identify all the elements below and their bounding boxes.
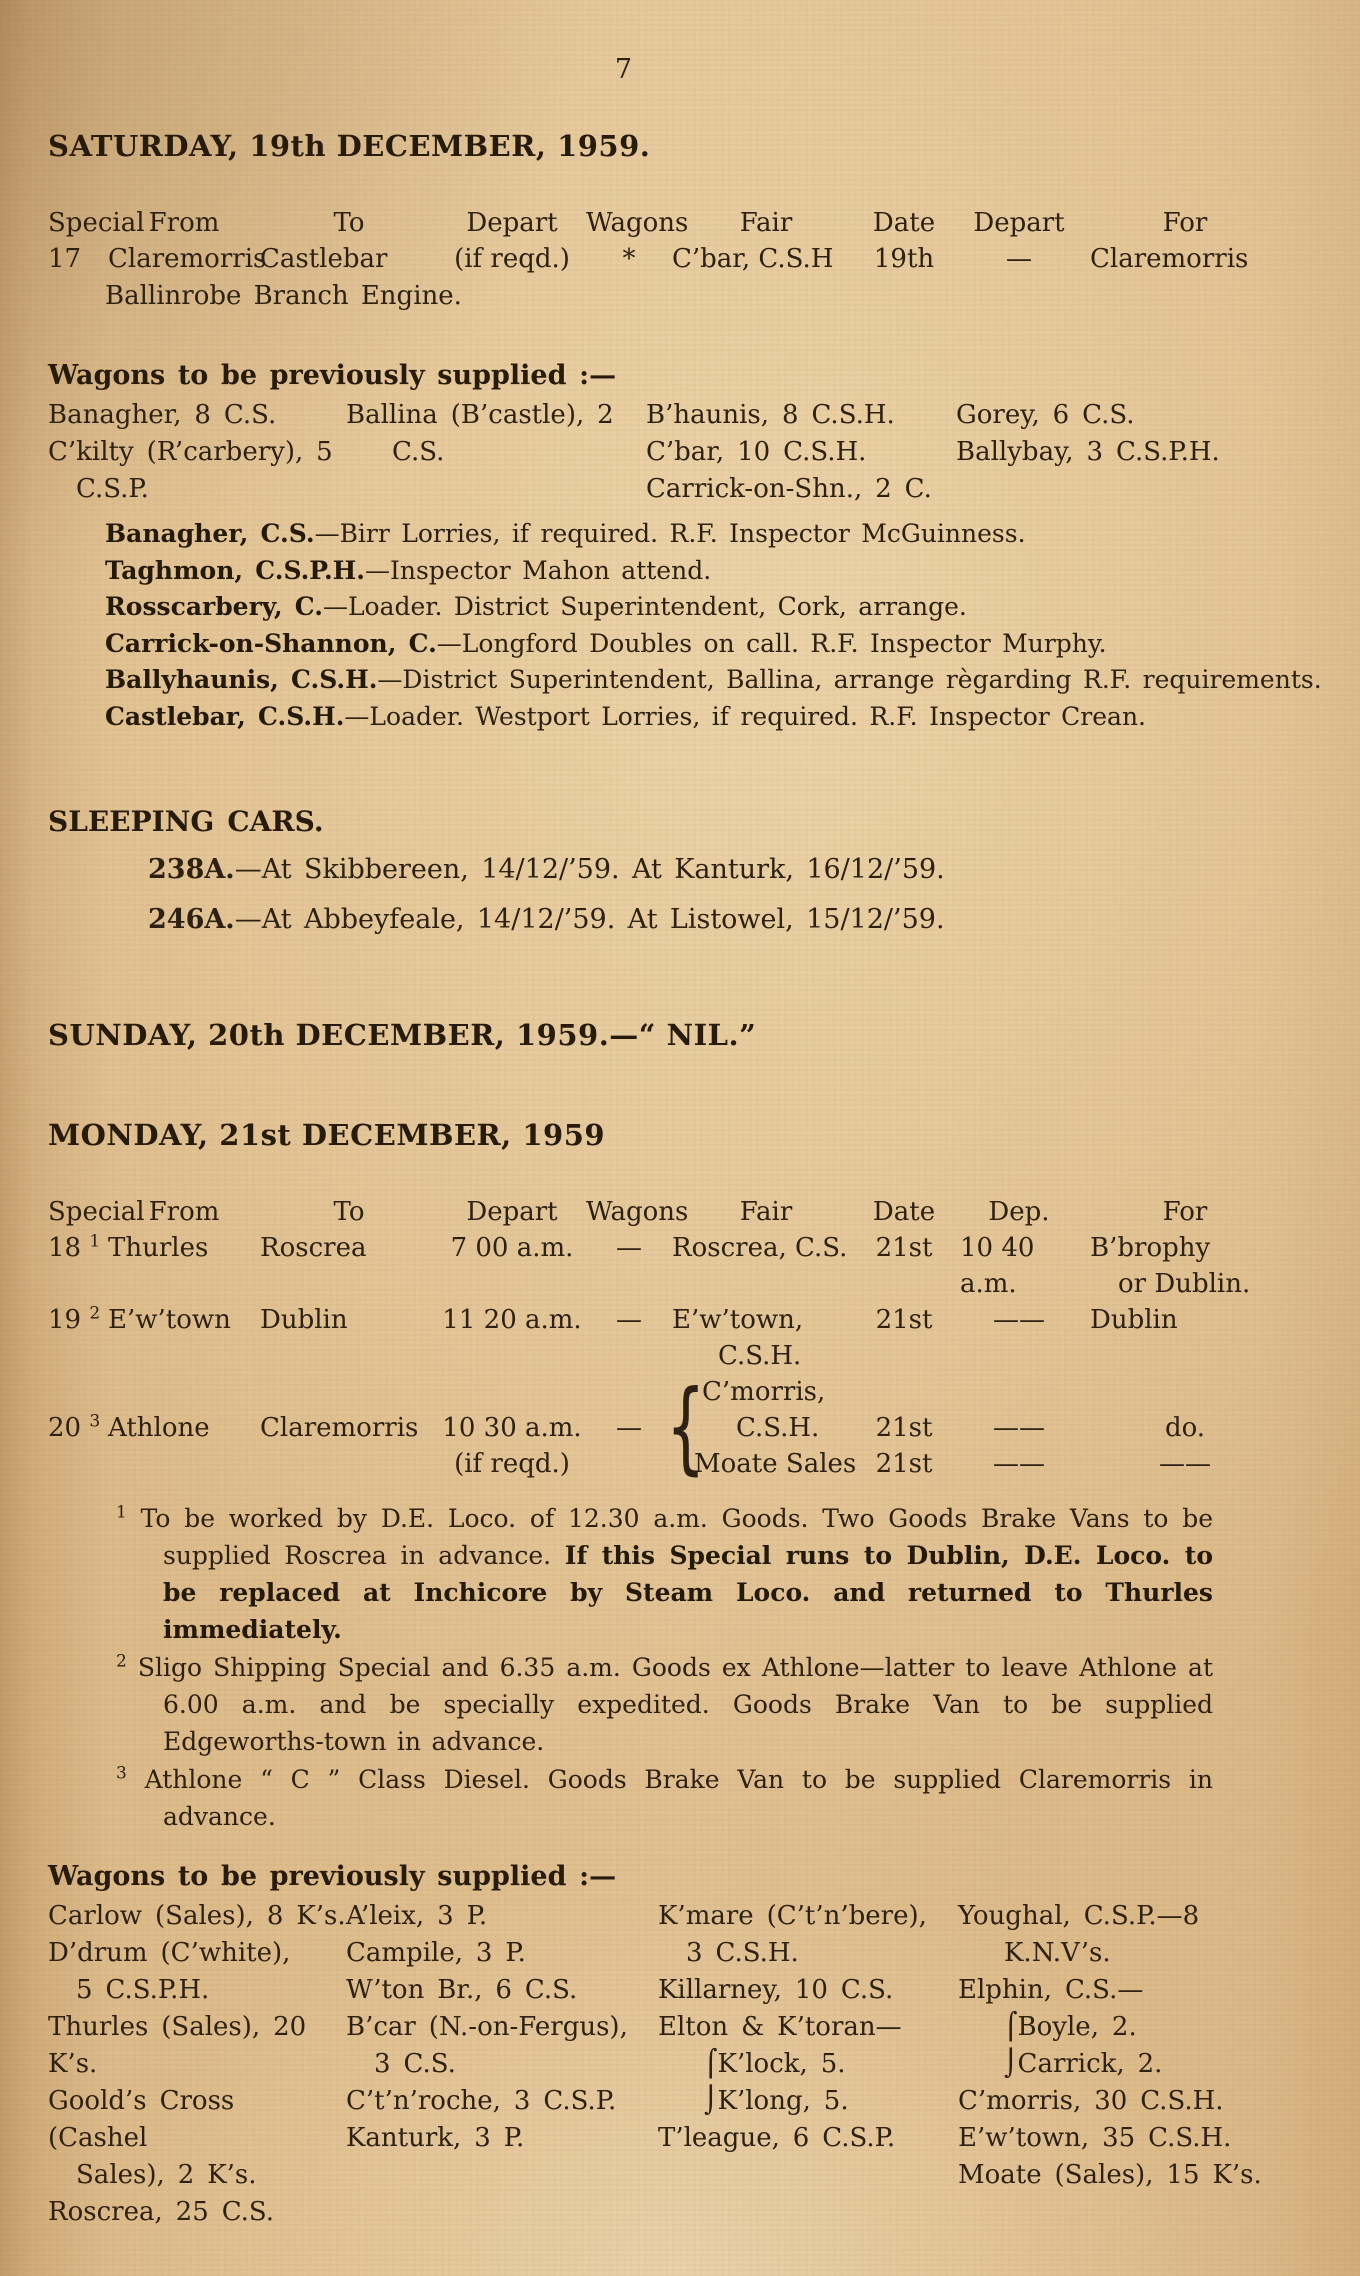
footnote-marker: 3 [89,1411,101,1432]
col-header-date: Date [872,208,936,238]
cell-to: Roscrea [260,1233,367,1263]
footnote-1 [48,1500,1213,1648]
wagon-entry: Kanturk, 3 P. [346,2123,525,2153]
monday-wagons-list [48,1898,1270,2231]
wagons-column-3 [646,397,956,508]
wagon-entry: C’kilty (R’carbery), 5 [48,437,333,467]
cell-wagons: — [616,1305,642,1335]
sleeping-cars-heading: SLEEPING CARS. [48,805,324,838]
wagons-column-4 [958,1898,1270,2231]
col-header-depart: Depart [466,208,558,238]
wagon-entry-cont: 5 C.S.P.H. [76,1975,210,2005]
wagon-entry-cont: ⌠Boyle, 2. [1004,2012,1137,2042]
train-row-18 [48,1230,1270,1302]
fair-line: C.S.H. [736,1413,820,1443]
train-number: 18 [48,1233,82,1263]
wagon-entry: Banagher, 8 C.S. [48,400,277,430]
cell-fair [672,1302,860,1374]
footnote-3 [48,1761,1213,1835]
note-text: —Birr Lorries, if required. R.F. Inspector McGuinness. [314,519,1026,548]
cell-special: 17 [48,244,82,274]
col-header-to: To [333,1197,365,1227]
wagon-entry: C’t’n’roche, 3 C.S.P. [346,2086,617,2116]
footnote-number: 1 [116,1502,127,1523]
wagon-entry: W’ton Br., 6 C.S. [346,1975,578,2005]
station-note [48,553,1270,590]
depart-line: 10 30 a.m. [442,1413,582,1443]
col-header-dep: Dep. [988,1197,1050,1227]
wagon-entry: Roscrea, 25 C.S. [48,2197,275,2227]
saturday-heading: SATURDAY, 19th DECEMBER, 1959. [48,129,651,163]
cell-fair [666,1368,860,1485]
cell-wagons: — [616,1233,642,1263]
station-note [48,662,1322,699]
wagon-entry: C’morris, 30 C.S.H. [958,2086,1224,2116]
dep-line: —— [993,1413,1045,1443]
cell-special [48,1302,108,1338]
wagon-entry: T’league, 6 C.S.P. [658,2123,896,2153]
train-number: 19 [48,1305,82,1335]
note-text: —Inspector Mahon attend. [365,555,712,585]
wagons-column-4 [956,397,1270,508]
wagon-entry: D’drum (C’white), [48,1938,291,1968]
footnote-number: 3 [116,1763,127,1784]
footnote-text: To be worked by D.E. Loco. of 12.30 a.m. Goods. Two Goods Brake Vans to be supplied Roscrea in advance. [140,1504,1213,1570]
wagon-entry: E’w’town, 35 C.S.H. [958,2123,1232,2153]
cell-dep: 10 40 a.m. [960,1233,1035,1299]
monday-wagons-heading: Wagons to be previously supplied :— [48,1861,617,1892]
cell-dep: — [1006,244,1032,274]
col-header-wagons: Wagons [586,1197,689,1227]
cell-from: E’w’town [108,1305,231,1335]
cell-special [48,1230,108,1266]
station-notes [48,516,1322,735]
cell-depart: 11 20 a.m. [442,1305,582,1335]
wagons-line: — [616,1413,642,1443]
branch-engine-note: Ballinrobe Branch Engine. [105,281,462,311]
cell-special [48,1374,108,1482]
col-header-from: From [148,1197,220,1227]
sunday-heading: SUNDAY, 20th DECEMBER, 1959.—“ NIL.” [48,1018,757,1052]
for-line: —— [1159,1449,1211,1479]
cell-depart [438,1374,586,1482]
station-note [48,699,1270,736]
col-header-depart: Depart [466,1197,558,1227]
footnote-text: Athlone “ C ” Class Diesel. Goods Brake Van to be supplied Claremorris in advance. [144,1765,1213,1831]
wagon-entry: Moate (Sales), 15 K’s. [958,2160,1262,2190]
station-note [48,516,1270,553]
monday-train-table [48,1194,1270,1485]
col-header-from: From [148,208,220,238]
page-number: 7 [614,54,634,85]
wagon-entry: Campile, 3 P. [346,1938,526,1968]
date-line: 21st [875,1413,933,1443]
fair-line: C’morris, [702,1377,826,1407]
cell-depart: 7 00 a.m. [450,1233,574,1263]
wagons-column-2 [346,397,646,508]
wagon-entry: Thurles (Sales), 20 K’s. [48,2012,307,2079]
wagon-entry: Carrick-on-Shn., 2 C. [646,474,932,504]
wagon-entry: C’bar, 10 C.S.H. [646,437,867,467]
col-header-to: To [333,208,365,238]
cell-fair: C’bar, C.S.H [672,244,834,274]
car-location: —At Abbeyfeale, 14/12/’59. At Listowel, 15/12/’59. [234,904,945,935]
wagon-entry: Ballina (B’castle), 2 [346,400,614,430]
col-header-fair: Fair [739,1197,793,1227]
footnote-bold-text: If this Special runs to Dublin, D.E. Loco. to be replaced at Inchicore by Steam Loco. and returned to Thurles immediately. [163,1541,1213,1644]
saturday-wagons-list [48,397,1270,508]
note-station: Ballyhaunis, C.S.H. [105,665,378,694]
col-header-special: Special [48,208,145,238]
note-text: —District Superintendent, Ballina, arrange règarding R.F. requirements. [377,665,1322,694]
from-line: Athlone [108,1413,210,1443]
wagon-entry-cont: K.N.V’s. [1004,1938,1111,1968]
fair-line: E’w’town, [672,1305,804,1335]
wagon-entry-cont: C.S. [392,437,445,467]
col-header-for: For [1162,1197,1208,1227]
wagon-entry-cont: ⌡Carrick, 2. [1004,2049,1163,2079]
saturday-wagons-heading: Wagons to be previously supplied :— [48,360,617,391]
car-number: 246A. [148,904,235,935]
col-header-date: Date [872,1197,936,1227]
cell-wagons [586,1374,672,1482]
cell-dep: —— [993,1305,1045,1335]
fair-line: C.S.H. [718,1341,802,1371]
to-line: Claremorris [260,1413,419,1443]
monday-heading: MONDAY, 21st DECEMBER, 1959 [48,1118,606,1152]
train-number-line [48,1410,108,1446]
wagons-column-2 [346,1898,658,2231]
station-note [48,626,1270,663]
wagon-entry-cont: ⌠K’lock, 5. [704,2049,846,2079]
col-header-for: For [1162,208,1208,238]
for-line: do. [1164,1413,1206,1443]
cell-depart: (if reqd.) [454,244,570,274]
cell-for: Claremorris [1090,244,1249,274]
cell-for: Dublin [1090,1305,1178,1335]
wagon-entry: Elton & K’toran— [658,2012,902,2042]
depart-line: (if reqd.) [454,1449,570,1479]
for-line: B’brophy [1090,1233,1211,1263]
wagon-entry: Gorey, 6 C.S. [956,400,1135,430]
note-station: Rosscarbery, C. [105,592,323,621]
cell-from: Thurles [108,1233,209,1263]
dep-line: —— [993,1449,1045,1479]
cell-date [860,1374,948,1482]
wagon-entry: A’leix, 3 P. [346,1901,488,1931]
cell-dep [948,1374,1090,1482]
wagon-entry-cont: C.S.P. [76,474,149,504]
note-station: Taghmon, C.S.P.H. [105,555,365,585]
note-text: —Loader. District Superintendent, Cork, arrange. [322,592,967,621]
cell-fair: Roscrea, C.S. [672,1233,848,1263]
footnotes [48,1500,1213,1835]
wagon-entry: B’car (N.-on-Fergus), [346,2012,628,2042]
cell-to: Dublin [260,1305,348,1335]
station-note [48,589,1270,626]
footnote-marker: 2 [89,1303,101,1324]
note-text: —Longford Doubles on call. R.F. Inspector Murphy. [436,628,1107,658]
brace-glyph: { [666,1368,706,1485]
wagon-entry: Ballybay, 3 C.S.P.H. [956,437,1220,467]
wagons-column-1 [48,1898,346,2231]
cell-date: 19th [873,244,935,274]
note-station: Castlebar, C.S.H. [105,701,345,731]
cell-date: 21st [875,1233,933,1263]
train-number: 20 [48,1413,82,1443]
car-number: 238A. [148,854,235,885]
wagon-entry: B’haunis, 8 C.S.H. [646,400,895,430]
col-header-fair: Fair [739,208,793,238]
cell-for [1090,1374,1280,1482]
cell-to: Castlebar [260,244,388,274]
cell-for [1090,1230,1280,1302]
cell-to [260,1374,438,1482]
col-header-special: Special [48,1197,145,1227]
fair-line: Moate Sales [694,1449,857,1479]
saturday-train-table [48,205,1270,277]
wagon-entry: K’mare (C’t’n’bere), [658,1901,927,1931]
saturday-table-header [48,205,1270,241]
footnote-text: Sligo Shipping Special and 6.35 a.m. Goods ex Athlone—latter to leave Athlone at 6.00 a.m. and be specially expedited. Goods Brake Van to be supplied Edgeworths-town in advance. [137,1653,1213,1756]
wagon-entry-cont: Sales), 2 K’s. [76,2160,257,2190]
wagon-entry: Elphin, C.S.— [958,1975,1144,2005]
date-line: 21st [875,1449,933,1479]
wagon-entry-cont: ⌡K’long, 5. [704,2086,849,2116]
train-row-20 [48,1368,1270,1485]
wagons-column-3 [658,1898,958,2231]
wagon-entry-cont: 3 C.S. [374,2049,456,2079]
footnote-number: 2 [116,1651,127,1672]
cell-from [108,1374,260,1482]
train-row-19 [48,1302,1270,1374]
footnote-2 [48,1649,1213,1760]
monday-table-header [48,1194,1270,1230]
sleeping-car-entry [48,902,1270,938]
cell-wagons: * [622,244,636,274]
sleeping-car-entry [48,852,1270,888]
note-text: —Loader. Westport Lorries, if required. R.F. Inspector Crean. [344,701,1146,731]
cell-date: 21st [875,1305,933,1335]
wagons-column-1 [48,397,346,508]
wagon-entry: Carlow (Sales), 8 K’s. [48,1901,346,1931]
note-station: Banagher, C.S. [105,519,315,548]
wagon-entry: Youghal, C.S.P.—8 [958,1901,1200,1931]
for-line: or Dublin. [1118,1269,1251,1299]
wagon-entry: Killarney, 10 C.S. [658,1975,894,2005]
wagon-entry-cont: 3 C.S.H. [686,1938,799,1968]
note-station: Carrick-on-Shannon, C. [105,628,437,658]
wagon-entry: Goold’s Cross (Cashel [48,2086,235,2153]
col-header-depart2: Depart [973,208,1065,238]
train-row-17 [48,241,1270,277]
footnote-marker: 1 [89,1231,101,1252]
cell-from: Claremorris [108,244,267,274]
col-header-wagons: Wagons [586,208,689,238]
car-location: —At Skibbereen, 14/12/’59. At Kanturk, 16/12/’59. [234,854,945,885]
